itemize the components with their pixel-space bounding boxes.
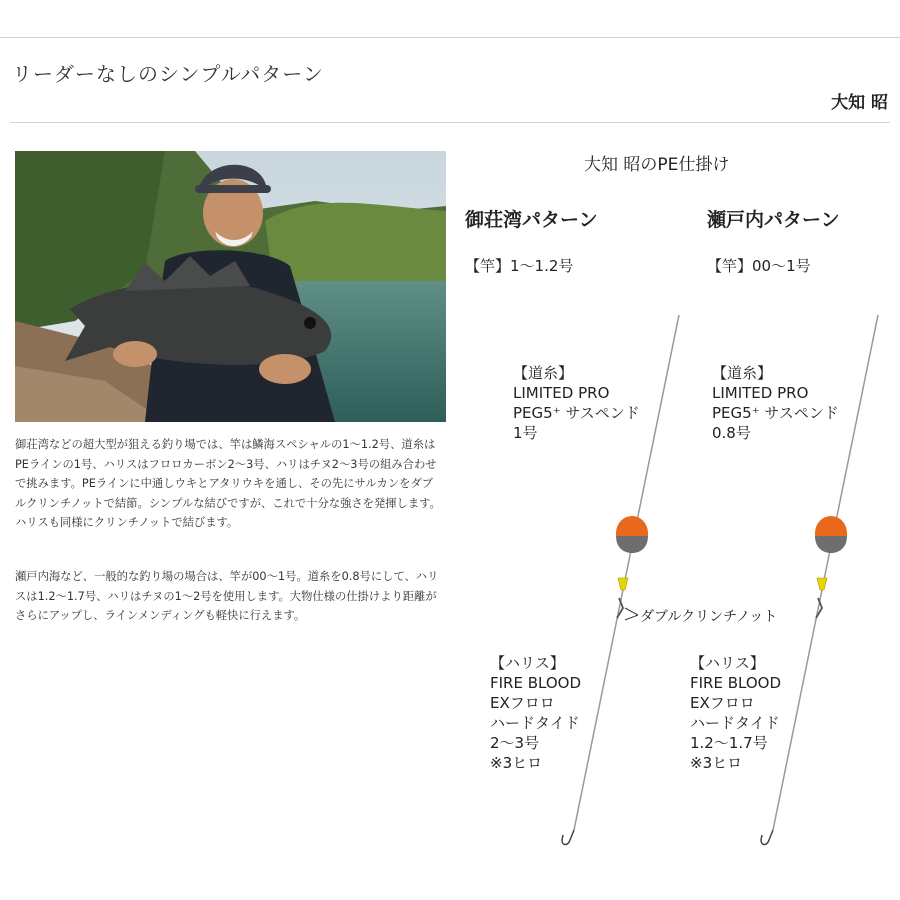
page-title: リーダーなしのシンプルパターン: [12, 62, 324, 86]
line-spec-right-label: 【道糸】: [712, 364, 773, 382]
leader-spec-left-type: EXフロロ: [490, 694, 555, 712]
float-bottom-left: [616, 536, 648, 553]
article-paragraph-2: 瀬戸内海など、一般的な釣り場の場合は、竿が00〜1号。道糸を0.8号にして、ハリスは1.2〜1.7号、ハリはチヌの1〜2号を使用します。大物仕様の仕掛けより距離がさらにアップし、ラインメンディングも軽快に行えます。: [15, 570, 439, 623]
knot-pointer: [625, 608, 638, 620]
line-spec-right-model: PEG5⁺ サスペンド: [712, 404, 839, 422]
line-spec-left-label: 【道糸】: [513, 364, 574, 382]
float-left: [616, 516, 648, 553]
header-divider: [10, 122, 890, 123]
leader-spec-right: [690, 653, 781, 773]
float-top-right: [815, 516, 847, 536]
pattern-title-left: 御荘湾パターン: [465, 209, 598, 231]
top-divider: [0, 37, 900, 38]
leader-spec-left-model: ハードタイド: [490, 714, 580, 732]
leader-spec-right-size: 1.2〜1.7号: [690, 734, 768, 752]
float-bottom-right: [815, 536, 847, 553]
float-top-left: [616, 516, 648, 536]
leader-spec-right-label: 【ハリス】: [690, 654, 765, 672]
diagram-title: 大知 昭のPE仕掛け: [584, 155, 730, 175]
knot-label: ダブルクリンチノット: [640, 609, 778, 625]
angler-photo: [15, 151, 446, 422]
leader-spec-right-model: ハードタイド: [690, 714, 780, 732]
leader-spec-right-brand: FIRE BLOOD: [690, 674, 781, 692]
rod-spec-left: 【竿】1〜1.2号: [465, 257, 574, 275]
leader-spec-left-label: 【ハリス】: [490, 654, 565, 672]
rod-spec-right: 【竿】00〜1号: [707, 257, 811, 275]
leader-spec-left-brand: FIRE BLOOD: [490, 674, 581, 692]
line-spec-left: [513, 363, 640, 443]
line-spec-left-model: PEG5⁺ サスペンド: [513, 404, 640, 422]
leader-spec-left-length: ※3ヒロ: [490, 754, 543, 772]
sinker-left: [618, 578, 628, 590]
line-spec-right-brand: LIMITED PRO: [712, 384, 809, 402]
line-spec-left-size: 1号: [513, 424, 538, 442]
leader-spec-left-size: 2〜3号: [490, 734, 540, 752]
leader-spec-right-type: EXフロロ: [690, 694, 755, 712]
rig-diagram: [450, 130, 900, 900]
hook-right: [761, 830, 773, 845]
float-right: [815, 516, 847, 553]
author-name: 大知 昭: [831, 93, 888, 113]
line-spec-left-brand: LIMITED PRO: [513, 384, 610, 402]
rig-drawing: [450, 130, 900, 900]
line-spec-right: [712, 363, 839, 443]
pattern-title-right: 瀬戸内パターン: [707, 209, 840, 231]
leader-spec-right-length: ※3ヒロ: [690, 754, 743, 772]
hook-left: [562, 830, 574, 845]
line-spec-right-size: 0.8号: [712, 424, 751, 442]
sinker-right: [817, 578, 827, 590]
leader-spec-left: [490, 653, 581, 773]
article-paragraph-1: 御荘湾などの超大型が狙える釣り場では、竿は鱗海スペシャルの1〜1.2号、道糸はPEラインの1号、ハリスはフロロカーボン2〜3号、ハリはチヌ2〜3号の組み合わせで挑みます。PEラインに中通しウキとアタリウキを通し、その先にサルカンをダブルクリンチノットで結節。シンプルな結びですが、これで十分な強さを発揮します。ハリスも同様にクリンチノットで結びます。: [15, 438, 441, 530]
